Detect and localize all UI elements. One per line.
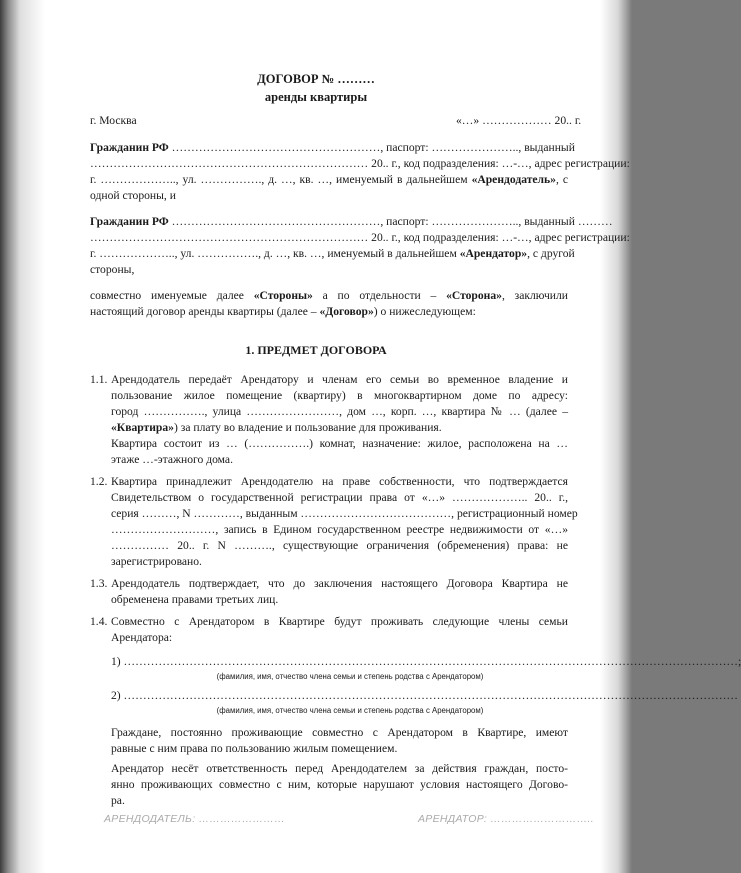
preamble-text-a: совместно именуемые далее [90, 289, 254, 302]
preamble-text-c: а по отдельности – [312, 289, 447, 302]
family-member-1: 1) ……………………………………………………………………………………………………………………………………………; [111, 655, 741, 668]
clause-1-2-line6: зарегистрировано. [111, 555, 202, 568]
clause-1-2-line4: ………………………, запись в Едином государственном реестре недвижимости от «…» [111, 523, 568, 536]
party2-line1 [90, 214, 613, 229]
preamble-text-2c: ) о нижеследующем: [373, 305, 476, 318]
party2-line2: ……………………………………………………………… 20.. г., код подразделения: …-…, адрес регистрации: [90, 231, 630, 244]
preamble-line2 [90, 304, 476, 319]
preamble-contract: «Договор» [319, 305, 374, 318]
clause-1-2-number: 1.2. [90, 475, 108, 488]
contract-date: «…» ……………… 20.. г. [456, 114, 582, 127]
residents-paragraph-line2: равные с ним права по пользованию жилым помещением. [111, 742, 398, 755]
city: г. Москва [90, 114, 137, 127]
preamble-line1 [90, 288, 568, 303]
liability-paragraph-line2: янно проживающих совместно с ним, которые нарушают условия настоящего Догово- [111, 778, 568, 791]
party2-role: «Арендатор» [459, 247, 528, 260]
party1-passport: ………………………………………………, паспорт: ………………….., выданный [168, 141, 575, 154]
party2-label: Гражданин РФ [90, 215, 169, 228]
section-title: 1. ПРЕДМЕТ ДОГОВОРА [245, 343, 387, 357]
clause-1-4-line1: Совместно с Арендатором в Квартире будут проживать следующие члены семьи [111, 615, 568, 628]
party2-address: г. ……………….., ул. ……………., д. …, кв. …, именуемый в дальнейшем [90, 247, 460, 260]
clause-1-1-line5: Квартира состоит из … (…………….) комнат, назначение: жилое, расположена на … [111, 437, 568, 450]
clause-1-1-line4 [111, 420, 442, 435]
residents-paragraph-line1: Граждане, постоянно проживающие совместно с Арендатором в Квартире, имеют [111, 726, 568, 739]
party2-line3 [90, 246, 575, 261]
clause-1-1-line6: этаже …-этажного дома. [111, 453, 233, 466]
family-member-2: 2) …………………………………………………………………………………………………………………………………………… [111, 689, 739, 702]
party2-tail: , с другой [527, 247, 575, 260]
family-member-1-caption: (фамилия, имя, отчество члена семьи и степень родства с Арендатором) [216, 672, 484, 681]
preamble-party: «Сторона» [446, 289, 502, 302]
clause-1-1-apartment: «Квартира» [111, 421, 174, 434]
party1-address: г. ……………….., ул. ……………., д. …, кв. …, именуемый в дальнейшем [90, 173, 472, 186]
preamble-text-e: , заключили [501, 289, 568, 302]
preamble-text-2a: настоящий договор аренды квартиры (далее – [90, 305, 320, 318]
clause-1-2-line3: серия ………, N …………, выданным …………………………………, регистрационный номер [111, 507, 578, 520]
preamble-parties: «Стороны» [253, 289, 313, 302]
clause-1-3-line2: обременена правами третьих лиц. [111, 593, 279, 606]
liability-paragraph-line1: Арендатор несёт ответственность перед Арендодателем за действия граждан, посто- [111, 762, 568, 775]
family-member-2-caption: (фамилия, имя, отчество члена семьи и степень родства с Арендатором) [216, 706, 484, 715]
tenant-signature: АРЕНДАТОР: ……………………….. [418, 813, 594, 825]
party1-line4: одной стороны, и [90, 189, 176, 202]
clause-1-1-line1: Арендодатель передаёт Арендатору и членам его семьи во временное владение и [111, 373, 568, 386]
clause-1-4-number: 1.4. [90, 615, 108, 628]
contract-subtitle: аренды квартиры [264, 90, 368, 104]
liability-paragraph-line3: ра. [111, 794, 125, 807]
contract-title: ДОГОВОР № ……… [257, 72, 375, 86]
party1-label: Гражданин РФ [90, 141, 169, 154]
clause-1-1-line3: город ……………., улица ……………………, дом …, корп. …, квартира № … (далее – [111, 405, 568, 418]
party1-line3 [90, 172, 568, 187]
party1-role: «Арендодатель» [471, 173, 556, 186]
clause-1-4-line2: Арендатора: [111, 631, 173, 644]
clause-1-2-line2: Свидетельством о государственной регистрации права от «…» ……………….. 20.. г., [111, 491, 568, 504]
clause-1-1-number: 1.1. [90, 373, 108, 386]
party1-line1 [90, 140, 575, 155]
clause-1-2-line1: Квартира принадлежит Арендодателю на праве собственности, что подтверждается [111, 475, 568, 488]
clause-1-3-line1: Арендодатель подтверждает, что до заключения настоящего Договора Квартира не [111, 577, 568, 590]
party2-line4: стороны, [90, 263, 135, 276]
clause-1-2-line5: …………… 20.. г. N ………., существующие ограничения (обременения) права: не [111, 539, 568, 552]
party2-passport: ………………………………………………, паспорт: ………………….., выданный ……… [168, 215, 613, 228]
clause-1-3-number: 1.3. [90, 577, 108, 590]
party1-line2: ……………………………………………………………… 20.. г., код подразделения: …-…, адрес регистрации: [90, 157, 630, 170]
clause-1-1-line2: пользование жилое помещение (квартиру) в многоквартирном доме по адресу: [111, 389, 568, 402]
landlord-signature: АРЕНДОДАТЕЛЬ: …………………… [104, 813, 286, 825]
party1-tail: , с [555, 173, 568, 186]
clause-1-1-purpose: ) за плату во владение и пользование для проживания. [173, 421, 442, 434]
